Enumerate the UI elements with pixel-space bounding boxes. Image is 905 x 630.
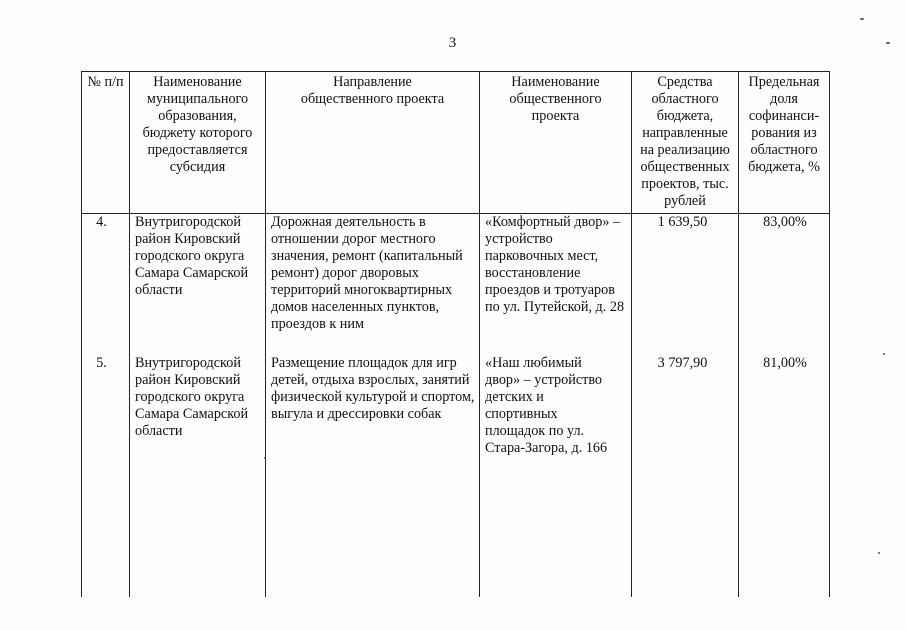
amount-cell: 3 797,90 (632, 355, 739, 597)
scan-speck (264, 457, 266, 459)
share-cell: 83,00% (739, 214, 830, 356)
table-row (82, 214, 830, 356)
municipality-cell: Внутригородской район Кировский городского округа Самара Самарской области (130, 214, 266, 356)
scan-speck (883, 353, 885, 355)
table-row (82, 355, 830, 597)
direction-cell: Дорожная деятельность в отношении дорог местного значения, ремонт (капитальный ремонт) дорог дворовых территорий многоквартирных домов населенных пунктов, проездов к ним (266, 214, 480, 356)
direction-cell: Размещение площадок для игр детей, отдыха взрослых, занятий физической культурой и спортом, выгула и дрессировки собак (266, 355, 480, 597)
project-cell: «Комфортный двор» – устройство парковочных мест, восстановление проездов и тротуаров по ул. Путейской, д. 28 (480, 214, 632, 356)
scan-speck (886, 42, 890, 44)
scan-speck (878, 552, 880, 554)
row-number: 5. (82, 355, 130, 597)
header-municipality: Наименование муниципального образования, бюджету которого предоставляется субсидия (130, 72, 266, 214)
project-cell: «Наш любимый двор» – устройство детских и спортивных площадок по ул. Стара-Загора, д. 166 (480, 355, 632, 597)
header-project: Наименование общественного проекта (480, 72, 632, 214)
table-header-row (82, 72, 830, 214)
municipality-cell: Внутригородской район Кировский городского округа Самара Самарской области (130, 355, 266, 597)
subsidy-table (81, 71, 830, 597)
amount-cell: 1 639,50 (632, 214, 739, 356)
header-share: Предельная доля софинанси-рования из областного бюджета, % (739, 72, 830, 214)
header-direction: Направление общественного проекта (266, 72, 480, 214)
share-cell: 81,00% (739, 355, 830, 597)
scan-speck (860, 18, 864, 20)
page-number: 3 (448, 35, 457, 51)
header-number: № п/п (82, 72, 130, 214)
row-number: 4. (82, 214, 130, 356)
header-amount: Средства областного бюджета, направленные на реализацию общественных проектов, тыс. рублей (632, 72, 739, 214)
